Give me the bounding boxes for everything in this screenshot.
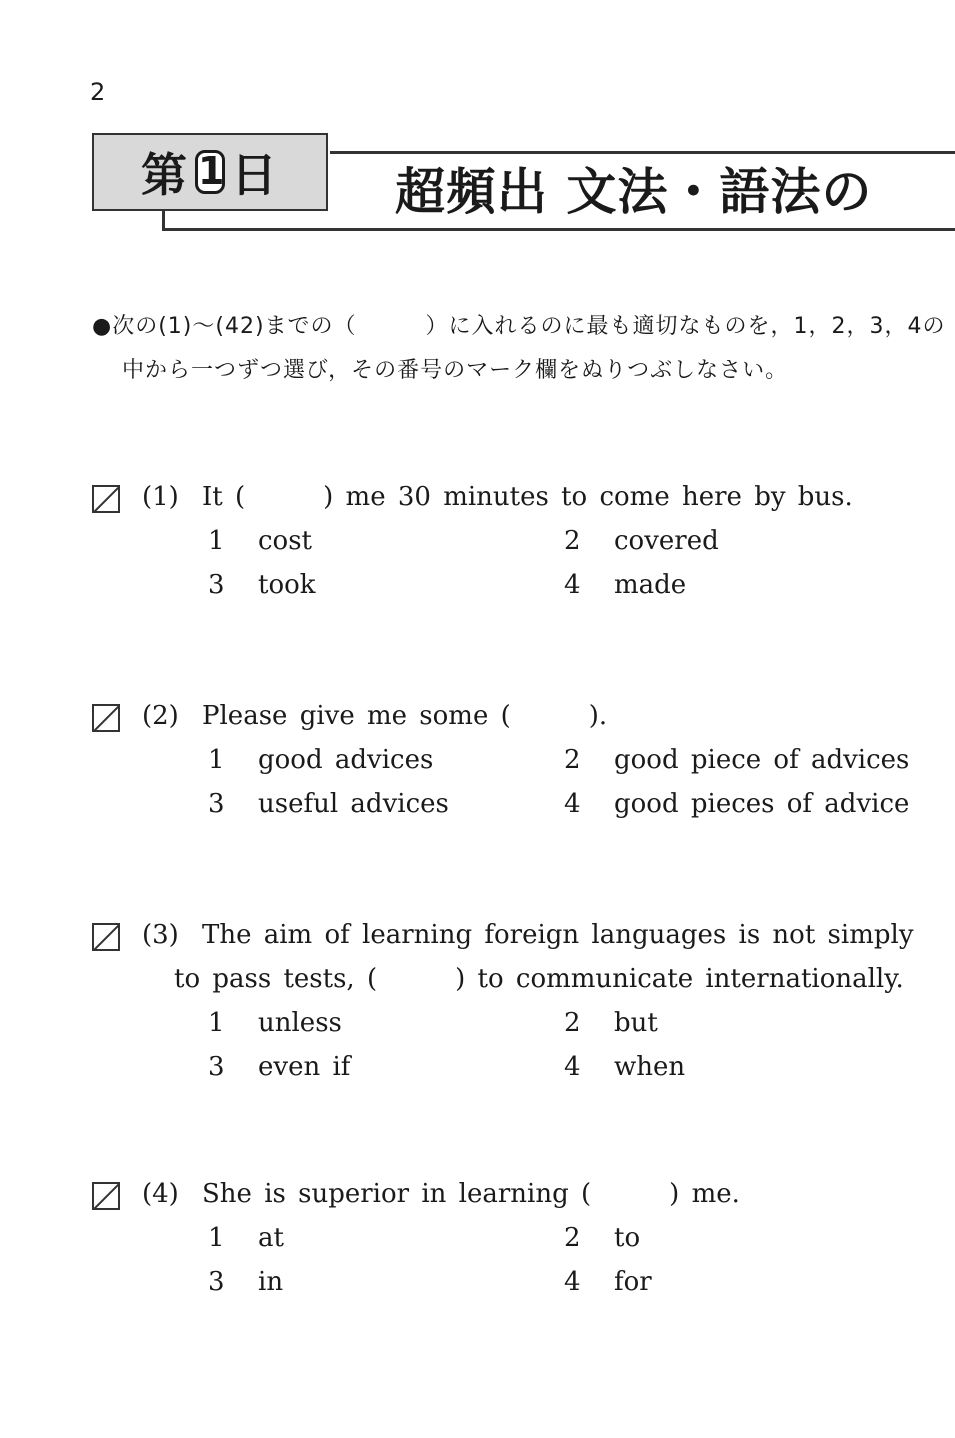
question-stem-line (90, 694, 930, 738)
instruction-body: 次の(1)～(42)までの（ ）に入れるのに最も適切なものを，1，2，3，4の中から一つずつ選び，その番号のマーク欄をぬりつぶしなさい。 (112, 314, 946, 383)
option-row (90, 563, 930, 607)
option-text: took (258, 570, 316, 600)
option-text: at (258, 1223, 284, 1253)
option-text: when (614, 1052, 686, 1082)
question-stem-continued: to pass tests, ( ) to communicate internationally. (174, 964, 904, 994)
option-text: in (258, 1267, 284, 1297)
question-3 (90, 913, 930, 1089)
option-text: but (614, 1008, 658, 1038)
option-number: 3 (208, 570, 225, 600)
option-text: good pieces of advice (614, 789, 910, 819)
option-number: 2 (564, 745, 581, 775)
option-number: 4 (564, 789, 581, 819)
option-number: 4 (564, 570, 581, 600)
question-checkbox[interactable] (92, 1182, 120, 1210)
question-number: (4) (142, 1179, 179, 1209)
question-stem: The aim of learning foreign languages is not simply (202, 920, 914, 950)
option-text: for (614, 1267, 652, 1297)
question-1 (90, 475, 930, 607)
option-row (90, 519, 930, 563)
option-row (90, 1216, 930, 1260)
day-prefix: 第 (141, 148, 189, 202)
question-number: (1) (142, 482, 179, 512)
option-text: useful advices (258, 789, 449, 819)
question-number: (2) (142, 701, 179, 731)
option-text: even if (258, 1052, 351, 1082)
title-top-rule (330, 151, 955, 154)
question-stem: Please give me some ( ). (202, 701, 608, 731)
option-text: cost (258, 526, 313, 556)
question-checkbox[interactable] (92, 704, 120, 732)
option-text: good advices (258, 745, 434, 775)
day-suffix: 日 (231, 148, 279, 202)
option-number: 4 (564, 1267, 581, 1297)
day-number: 1 (195, 150, 225, 194)
title-bottom-rule (162, 228, 955, 231)
question-stem-line (90, 475, 930, 519)
option-row (90, 1001, 930, 1045)
instruction-text (92, 305, 952, 393)
question-4 (90, 1172, 930, 1304)
question-stem: It ( ) me 30 minutes to come here by bus. (202, 482, 853, 512)
question-stem: She is superior in learning ( ) me. (202, 1179, 740, 1209)
option-text: covered (614, 526, 719, 556)
question-2 (90, 694, 930, 826)
question-number: (3) (142, 920, 179, 950)
option-text: made (614, 570, 687, 600)
option-number: 3 (208, 789, 225, 819)
option-row (90, 782, 930, 826)
page-number: 2 (90, 78, 106, 106)
option-number: 2 (564, 1223, 581, 1253)
option-number: 1 (208, 1008, 225, 1038)
chapter-title: 超頻出 文法・語法の (395, 163, 873, 221)
question-stem-line (90, 957, 930, 1001)
option-text: good piece of advices (614, 745, 910, 775)
option-row (90, 1045, 930, 1089)
option-number: 2 (564, 1008, 581, 1038)
option-number: 2 (564, 526, 581, 556)
option-row (90, 738, 930, 782)
option-number: 1 (208, 526, 225, 556)
option-row (90, 1260, 930, 1304)
day-label-box (92, 133, 328, 211)
option-number: 1 (208, 1223, 225, 1253)
option-text: unless (258, 1008, 342, 1038)
option-number: 1 (208, 745, 225, 775)
question-checkbox[interactable] (92, 923, 120, 951)
question-stem-line (90, 913, 930, 957)
question-checkbox[interactable] (92, 485, 120, 513)
option-number: 3 (208, 1052, 225, 1082)
option-number: 4 (564, 1052, 581, 1082)
option-number: 3 (208, 1267, 225, 1297)
question-stem-line (90, 1172, 930, 1216)
instruction-bullet: ● (92, 314, 113, 339)
option-text: to (614, 1223, 641, 1253)
